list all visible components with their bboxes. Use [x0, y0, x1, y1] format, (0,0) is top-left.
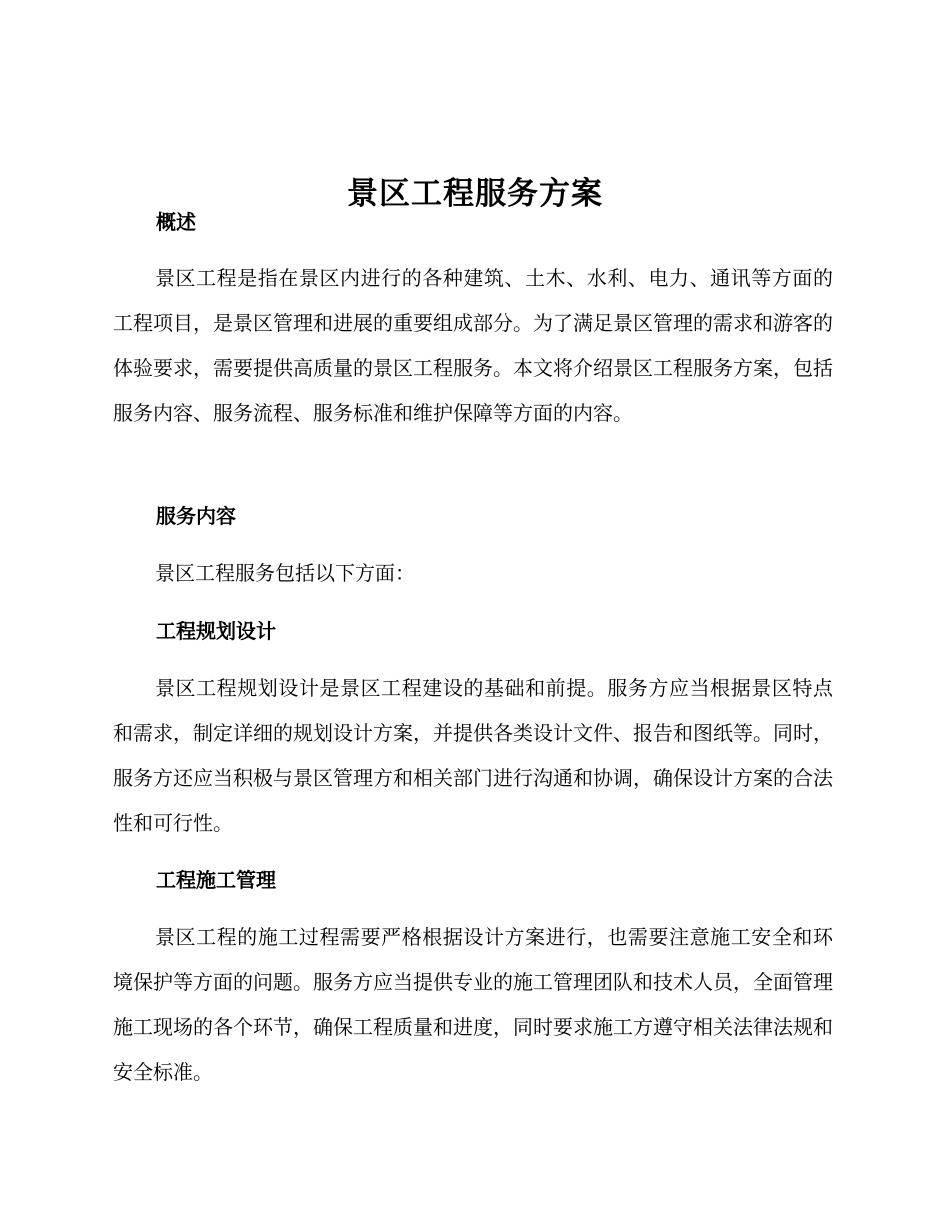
section-heading-construction-management: 工程施工管理	[156, 868, 276, 892]
section-paragraph-overview: 景区工程是指在景区内进行的各种建筑、土木、水利、电力、通讯等方面的工程项目，是景区管理和进展的重要组成部分。为了满足景区管理的需求和游客的体验要求，需要提供高质量的景区工程服务。本文将介绍景区工程服务方案，包括服务内容、服务流程、服务标准和维护保障等方面的内容。	[113, 266, 833, 425]
section-heading-service-content: 服务内容	[156, 504, 236, 528]
section-paragraph-construction-management: 景区工程的施工过程需要严格根据设计方案进行，也需要注意施工安全和环境保护等方面的问题。服务方应当提供专业的施工管理团队和技术人员，全面管理施工现场的各个环节，确保工程质量和进度，同时要求施工方遵守相关法律法规和安全标准。	[113, 925, 833, 1084]
document-title: 景区工程服务方案	[347, 175, 603, 212]
section-heading-planning-design: 工程规划设计	[156, 619, 276, 643]
section-paragraph-service-content: 景区工程服务包括以下方面：	[155, 561, 415, 585]
section-paragraph-planning-design: 景区工程规划设计是景区工程建设的基础和前提。服务方应当根据景区特点和需求，制定详细的规划设计方案，并提供各类设计文件、报告和图纸等。同时，服务方还应当积极与景区管理方和相关部门进行沟通和协调，确保设计方案的合法性和可行性。	[113, 676, 833, 835]
section-heading-overview: 概述	[156, 210, 196, 234]
